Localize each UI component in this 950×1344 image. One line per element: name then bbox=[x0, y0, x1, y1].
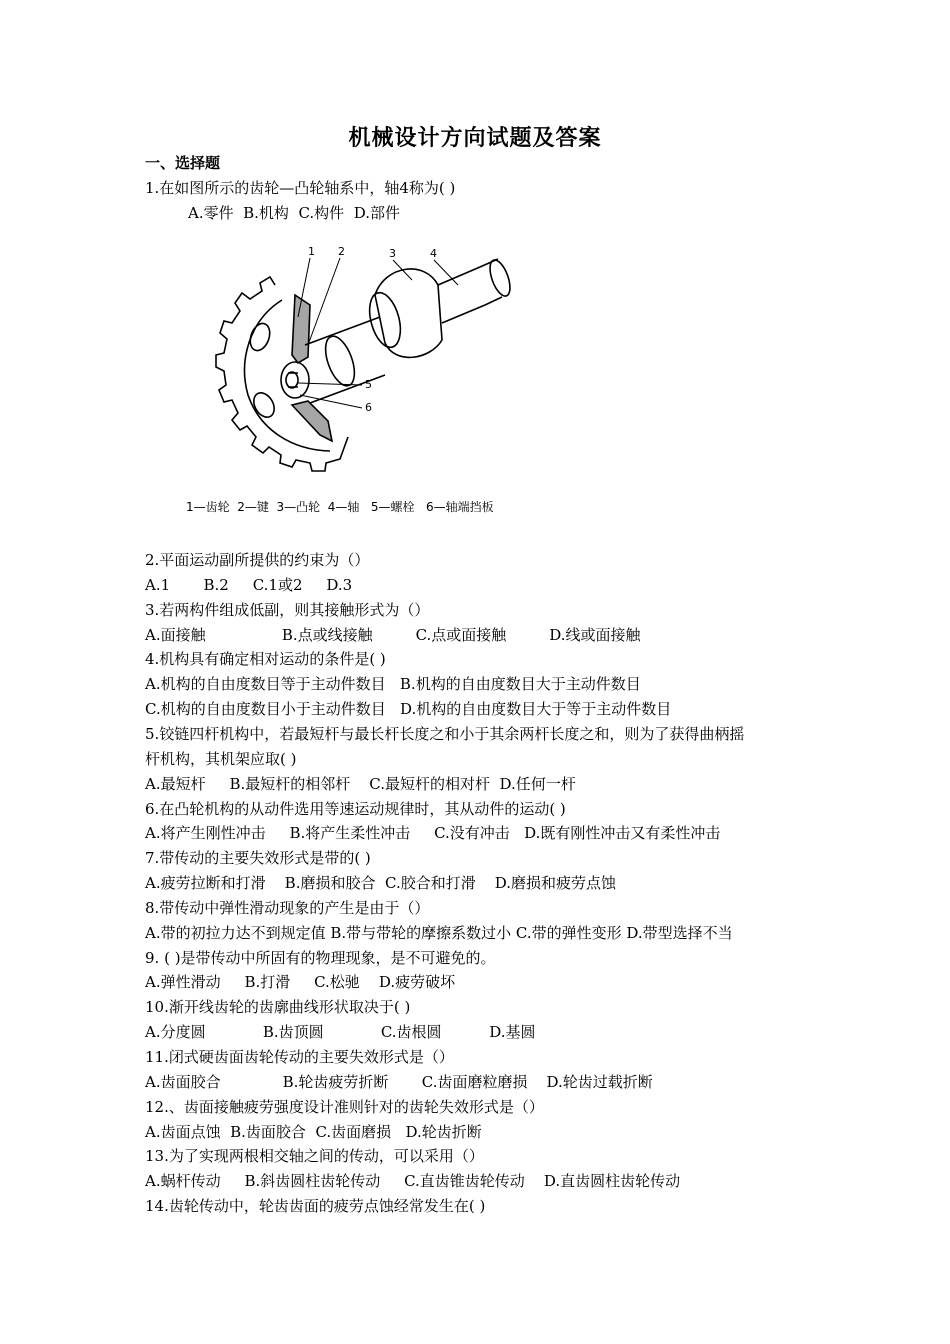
question-line: 10.渐开线齿轮的齿廓曲线形状取决于( ) bbox=[145, 998, 411, 1016]
figure-label-2: 2 bbox=[338, 245, 345, 258]
question-line: A.齿面胶合 B.轮齿疲劳折断 C.齿面磨粒磨损 D.轮齿过载折断 bbox=[145, 1073, 653, 1091]
figure-label-6: 6 bbox=[365, 401, 372, 414]
question-line: 13.为了实现两根相交轴之间的传动，可以采用（） bbox=[145, 1147, 484, 1165]
question-line: 12.、齿面接触疲劳强度设计准则针对的齿轮失效形式是（） bbox=[145, 1098, 544, 1116]
question-line: 4.机构具有确定相对运动的条件是( ) bbox=[145, 650, 386, 668]
question-line: 7.带传动的主要失效形式是带的( ) bbox=[145, 849, 371, 867]
question-line: 6.在凸轮机构的从动件选用等速运动规律时，其从动件的运动( ) bbox=[145, 800, 566, 818]
figure-label-5: 5 bbox=[365, 378, 372, 391]
question-line: 杆机构，其机架应取( ) bbox=[145, 750, 297, 768]
document-title: 机械设计方向试题及答案 bbox=[348, 125, 602, 151]
question-line: A.最短杆 B.最短杆的相邻杆 C.最短杆的相对杆 D.任何一杆 bbox=[145, 775, 576, 793]
question-line: A.齿面点蚀 B.齿面胶合 C.齿面磨损 D.轮齿折断 bbox=[145, 1123, 482, 1141]
question-line: A.1 B.2 C.1或2 D.3 bbox=[145, 576, 353, 594]
question-line: 3.若两构件组成低副，则其接触形式为（） bbox=[145, 601, 430, 619]
question-line: A.面接触 B.点或线接触 C.点或面接触 D.线或面接触 bbox=[145, 626, 641, 644]
figure-label-1: 1 bbox=[308, 245, 315, 258]
question-line: A.带的初拉力达不到规定值 B.带与带轮的摩擦系数过小 C.带的弹性变形 D.带型选择不当 bbox=[145, 924, 733, 942]
question-line: 8.带传动中弹性滑动现象的产生是由于（） bbox=[145, 899, 430, 917]
gear-cam-shaft-figure bbox=[180, 225, 540, 525]
question-line: 2.平面运动副所提供的约束为（） bbox=[145, 551, 370, 569]
question-line: 5.铰链四杆机构中，若最短杆与最长杆长度之和小于其余两杆长度之和，则为了获得曲柄摇 bbox=[145, 725, 745, 743]
section-heading: 一、选择题 bbox=[145, 154, 221, 172]
question-line: A.弹性滑动 B.打滑 C.松驰 D.疲劳破坏 bbox=[145, 973, 456, 991]
question-line: 11.闭式硬齿面齿轮传动的主要失效形式是（） bbox=[145, 1048, 454, 1066]
question-line: A.将产生刚性冲击 B.将产生柔性冲击 C.没有冲击 D.既有刚性冲击又有柔性冲击 bbox=[145, 824, 721, 842]
figure-label-4: 4 bbox=[430, 247, 437, 260]
question-1-stem: 1.在如图所示的齿轮—凸轮轴系中，轴4称为( ) bbox=[145, 179, 456, 197]
question-line: A.蜗杆传动 B.斜齿圆柱齿轮传动 C.直齿锥齿轮传动 D.直齿圆柱齿轮传动 bbox=[145, 1172, 681, 1190]
question-line: 14.齿轮传动中，轮齿齿面的疲劳点蚀经常发生在( ) bbox=[145, 1197, 486, 1215]
question-1-options: A.零件 B.机构 C.构件 D.部件 bbox=[188, 204, 400, 222]
question-line: 9. ( )是带传动中所固有的物理现象，是不可避免的。 bbox=[145, 949, 496, 967]
question-line: A.机构的自由度数目等于主动件数目 B.机构的自由度数目大于主动件数目 bbox=[145, 675, 641, 693]
question-line: A.分度圆 B.齿顶圆 C.齿根圆 D.基圆 bbox=[145, 1023, 536, 1041]
figure-label-3: 3 bbox=[389, 247, 396, 260]
figure-caption: 1—齿轮 2—键 3—凸轮 4—轴 5—螺栓 6—轴端挡板 bbox=[186, 500, 494, 514]
question-line: A.疲劳拉断和打滑 B.磨损和胶合 C.胶合和打滑 D.磨损和疲劳点蚀 bbox=[145, 874, 617, 892]
question-line: C.机构的自由度数目小于主动件数目 D.机构的自由度数目大于等于主动件数目 bbox=[145, 700, 672, 718]
cam-outline bbox=[375, 269, 442, 357]
